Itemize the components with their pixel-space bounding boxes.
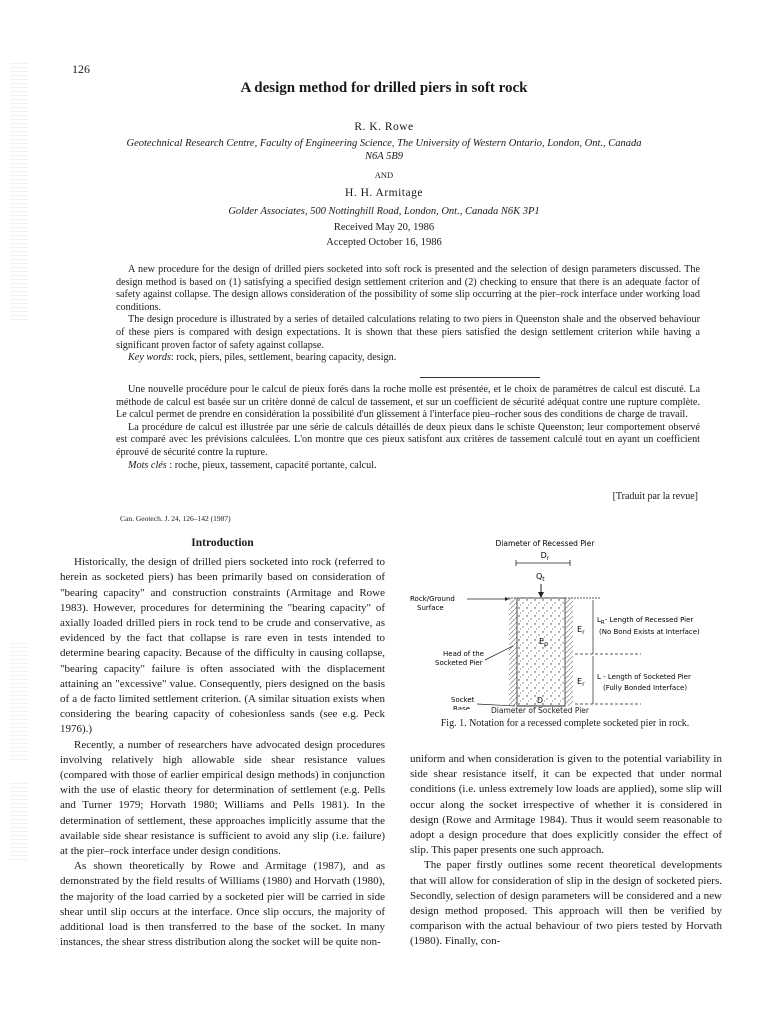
paper-title: A design method for drilled piers in soft rock [240, 80, 528, 96]
affiliation-uwo: Geotechnical Research Centre, Faculty of Engineering Science, The University of Western Ontario, London, Ont., Canada N6A 5B9 [126, 138, 642, 162]
fig-rock-right [565, 598, 573, 706]
fig-er-lower: $E_r$ [577, 677, 585, 688]
author-rowe: R. K. Rowe [354, 121, 414, 133]
fig-rock-left [509, 598, 517, 706]
fig-head-label: Head of the Socketed Pier [435, 650, 484, 667]
received-date: Received May 20, 1986 [333, 222, 435, 233]
right-para-2: The paper firstly outlines some recent theoretical developments that will allow for consideration of slip in the design of socketed piers. Secondly, selection of design parameters will be considered and a new design method proposed. This approach will then be verified by comparison with the actual behaviour of two piers tested by Horvath (1980). Finally, con- [410, 859, 722, 948]
fig-dr-label: $D_r$ [540, 551, 550, 562]
fig-bottom-label: Diameter of Socketed Pier [490, 706, 589, 715]
fig-ep: $E_p$ [539, 637, 548, 648]
page-number: 126 [72, 62, 90, 76]
motscles-label: Mots clés [128, 459, 167, 471]
left-column [60, 536, 385, 950]
fig-bottom-label-wrap [470, 706, 610, 715]
keywords-line [116, 352, 700, 365]
abstract-english [116, 264, 700, 365]
and-separator: AND [374, 170, 394, 180]
fig-top-label: Diameter of Recessed Pier [495, 539, 595, 548]
fig-l-note: (Fully Bonded Interface) [603, 684, 688, 692]
keywords-list: : rock, piers, piles, settlement, bearing capacity, design. [170, 352, 397, 364]
intro-para-3: As shown theoretically by Rowe and Armitage (1987), and as demonstrated by the field results of Williams (1980) and Horvath (1980), the majority of the load carried by a socketed pier will be carried in side shear until slip occurs at the interface. Once slip occurs, the majority of additional load is then transferred to the base of the socket. In many instances, the shear stress distribution along the socket will be quite non- [60, 860, 385, 949]
abstract-french [116, 384, 700, 472]
figure-1-caption: Fig. 1. Notation for a recessed complete socketed pier in rock. [440, 718, 690, 729]
fig-rock-surface-label: Rock/Ground Surface [410, 595, 455, 612]
journal-citation: Can. Geotech. J. 24, 126–142 (1987) [120, 514, 231, 523]
right-para-1: uniform and when consideration is given to the potential variability in side shear resistance itself, it can be expected that under normal conditions (i.e. unless extremely low loads are applied), some slip will occur along the socket irrespective of whether it is considered in design (Rowe and Armitage 1984). Thus it would seem reasonable to adopt a design procedure that does explicitly consider the effect of slip. This paper presents one such approach. [410, 753, 722, 857]
fig-d-label: D [536, 696, 544, 705]
intro-para-2: Recently, a number of researchers have advocated design procedures involving relatively high allowable side shear resistance values (compared with those of earlier empirical design methods) in conjunction with the use of elastic theory for determination of settlement (e.g. Pells and Turner 1979; Horvath 1980; Williams and Pells 1981). In the determination of settlement, these approaches implicitly assume that the available side shear resistance is sufficient to avoid any slip (i.e. failure) at the pier–rock interface under design conditions. [60, 738, 385, 858]
abstract-fr-para-1: Une nouvelle procédure pour le calcul de pieux forés dans la roche molle est présentée, et le choix de paramètres de calcul est discuté. La méthode de calcul est basée sur un critère donné de calcul de tassement, et sur un coefficient de sécurité adéquat contre une rupture complète. Le calcul permet de prendre en considération la possibilité d'un glissement à l'interface pieu–rocher sous des conditions de charge de travail. [116, 384, 700, 421]
fig-pier [517, 598, 565, 706]
motscles-list: : roche, pieux, tassement, capacité portante, calcul. [166, 459, 377, 471]
fig-l-label: L - Length of Socketed Pier [597, 673, 691, 681]
fig-socket-base-label: Socket Base [451, 696, 475, 710]
fig-d-label-wrap [510, 696, 570, 705]
separator-rule [420, 377, 540, 378]
author-armitage: H. H. Armitage [345, 187, 423, 199]
motscles-line [116, 460, 700, 473]
section-heading-introduction: Introduction [191, 537, 254, 549]
abstract-en-para-1: A new procedure for the design of drilled piers socketed into soft rock is presented and the selection of design parameters discussed. The design method is based on (1) satisfying a specified design settlement criterion and (2) checking to ensure that there is an adequate factor of safety against collapse. The design allows consideration of the possibility of some slip occurring at the pier–rock interface under working load conditions. [116, 264, 700, 313]
abstract-en-para-2: The design procedure is illustrated by a series of detailed calculations relating to two piers in Queenston shale and the observed behaviour of these piers is compared with design expectations. It is shown that these piers satisfied the design settlement criterion while having a significant proven factor of safety against collapse. [116, 314, 700, 351]
fig-lr-label: $L_R-$ Length of Recessed Pier [597, 616, 694, 626]
affiliation-golder: Golder Associates, 500 Nottinghill Road, London, Ont., Canada N6K 3P1 [228, 206, 540, 217]
scan-margin-mark [10, 780, 28, 860]
translation-note: [Traduit par la revue] [612, 491, 698, 502]
keywords-label: Key words [128, 352, 171, 364]
intro-para-1: Historically, the design of drilled piers socketed into rock (referred to herein as socketed piers) has been primarily based on consideration of "bearing capacity" and construction constraints (Armitage and Rowe 1983). However, procedures for determining the "bearing capacity" of axially loaded drilled piers in rock tend to be crude and conservative, as evidenced by the fact that collapse is rare even in tests intended to determine bearing capacity. Because of the difficulty in causing collapse, "bearing capacity" failure is often associated with the displacement attaining an "excessive" value. Consequently, piers designed on the basis of a de facto limited settlement criterion. (A similar situation exists when considering the bearing capacity of cohesionless sands (see e.g. Peck 1976).) [60, 556, 385, 736]
right-column [410, 752, 722, 950]
fig-lr-note: (No Bond Exists at Interface) [599, 628, 700, 636]
figure-1-diagram [405, 534, 735, 710]
fig-qt-label: $Q_t$ [536, 572, 545, 583]
scan-margin-mark [10, 640, 28, 760]
accepted-date: Accepted October 16, 1986 [326, 237, 442, 248]
abstract-fr-para-2: La procédure de calcul est illustrée par une série de calculs détaillés de deux pieux dans le schiste Queenston; leur comportement observé est comparé avec les prévisions calculées. L'on montre que ces pieux satisfont aux critères de tassement calculé tout en ayant un coefficient éprouvé de sécurité contre la rupture. [116, 421, 700, 458]
fig-er-upper: $E_r$ [577, 625, 585, 636]
